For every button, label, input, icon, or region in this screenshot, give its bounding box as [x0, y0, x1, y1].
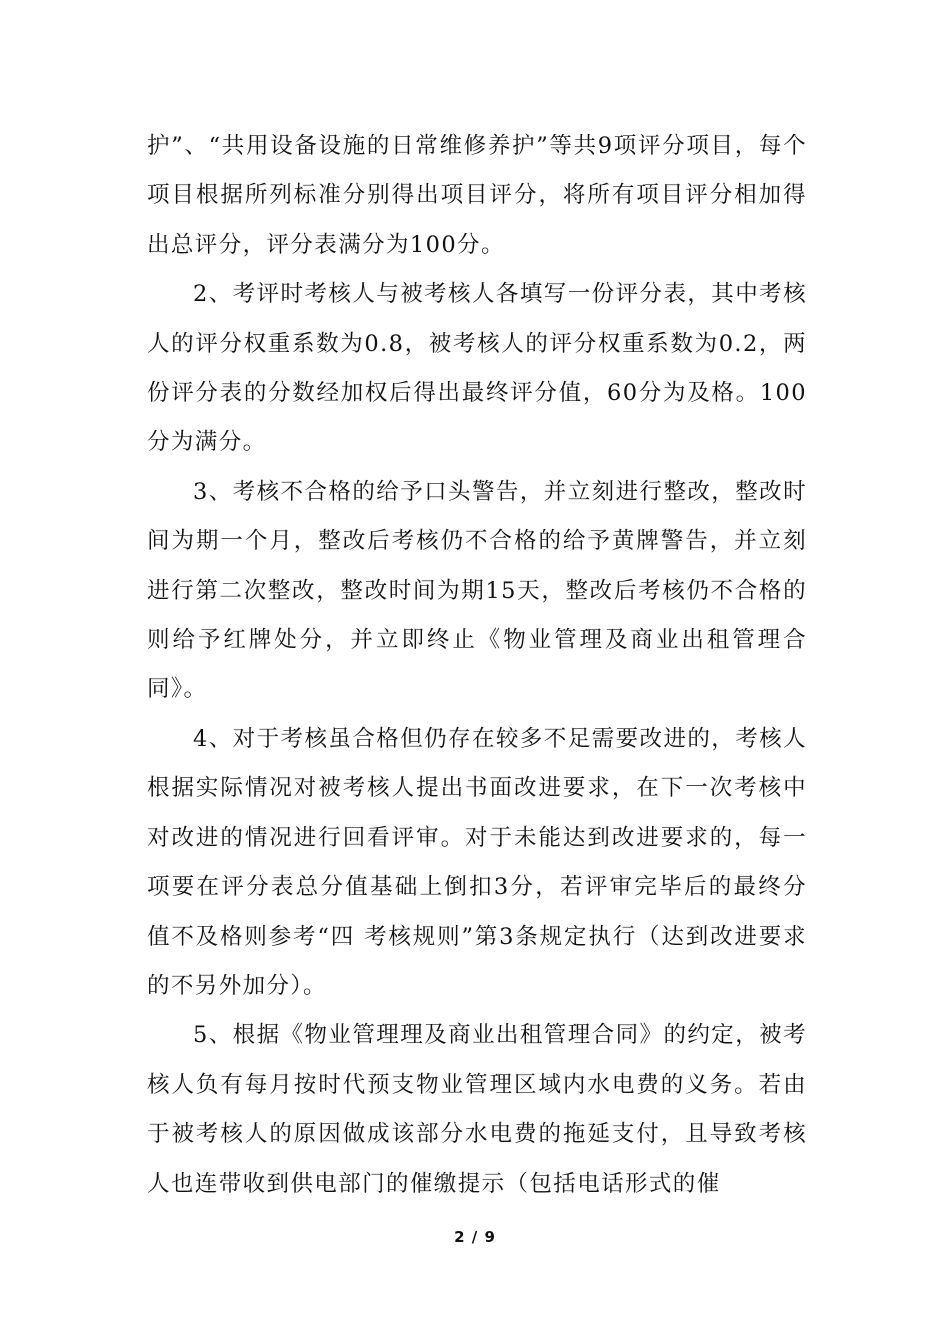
paragraph-item-2: 2、考评时考核人与被考核人各填写一份评分表，其中考核人的评分权重系数为0.8，被考核人的评分权重系数为0.2，两份评分表的分数经加权后得出最终评分值，60分为及格。100分为满分。 — [147, 281, 807, 456]
paragraph-item-5: 5、根据《物业管理理及商业出租管理合同》的约定，被考核人负有每月按时代预支物业管理区域内水电费的义务。若由于被考核人的原因做成该部分水电费的拖延支付，且导致考核人也连带收到供电部门的催缴提示（包括电话形式的催 — [147, 1022, 807, 1197]
page-number: 2 / 9 — [454, 1228, 496, 1246]
document-body — [147, 122, 807, 1209]
paragraph-item-3: 3、考核不合格的给予口头警告，并立刻进行整改，整改时间为期一个月，整改后考核仍不合格的给予黄牌警告，并立刻进行第二次整改，整改时间为期15天，整改后考核仍不合格的则给予红牌处分，并立即终止《物业管理及商业出租管理合同》。 — [147, 478, 807, 703]
paragraph-item-4: 4、对于考核虽合格但仍存在较多不足需要改进的，考核人根据实际情况对被考核人提出书面改进要求，在下一次考核中对改进的情况进行回看评审。对于未能达到改进要求的，每一项要在评分表总分值基础上倒扣3分，若评审完毕后的最终分值不及格则参考“四 考核规则”第3条规定执行（达到改进要求的不另外加分）。 — [147, 725, 807, 999]
paragraph-continuation: 护”、“共用设备设施的日常维修养护”等共9项评分项目，每个项目根据所列标准分别得出项目评分，将所有项目评分相加得出总评分，评分表满分为100分。 — [147, 133, 807, 258]
